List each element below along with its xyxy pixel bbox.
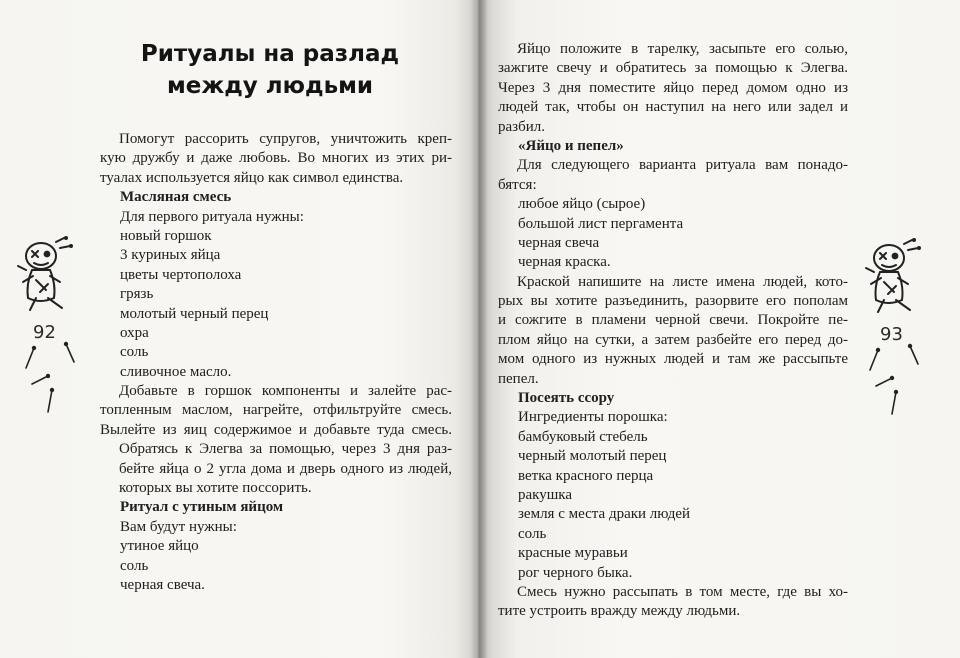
text-line: Смесь нужно рассыпать в том месте, где вы хо-: [517, 583, 848, 600]
text-line: Яйцо положите в тарелку, засыпьте его солью,: [517, 41, 848, 57]
ingredient-item: ракушка: [518, 486, 573, 503]
text-line: которых вы хотите поссорить.: [119, 480, 312, 497]
text-line: бейте яйца о 2 угла дома и дверь одного из людей,: [119, 460, 452, 477]
ingredient-item: соль: [120, 344, 149, 361]
text-line: Для следующего варианта ритуала вам понадо-: [517, 157, 848, 174]
text-line: Краской напишите на листе имена людей, кото-: [517, 273, 848, 290]
page-title: [120, 38, 420, 102]
text-line: кую дружбу и даже любовь. Во многих из этих ри-: [100, 150, 452, 167]
ingredient-item: красные муравьи: [518, 545, 628, 562]
text-line: зажгите свечу и обратитесь за помощью к Элегва.: [498, 60, 848, 77]
text-line: плом яйцо на сутки, а затем разбейте его перед до-: [498, 331, 848, 348]
ingredient-item: большой лист пергамента: [518, 215, 684, 232]
text-line: мом одного из нужных людей и там же рассыпьте: [498, 351, 848, 368]
text-line: Вам будут нужны:: [120, 518, 237, 535]
ingredient-item: молотый черный перец: [120, 305, 269, 322]
left-page: [0, 0, 478, 658]
book-gutter: [470, 0, 488, 658]
ingredient-item: бамбуковый стебель: [518, 428, 648, 445]
text-line: Помогут рассорить супругов, уничтожить креп-: [119, 131, 452, 147]
ingredient-item: соль: [120, 557, 149, 574]
voodoo-doll-icon: [862, 238, 924, 318]
ingredient-item: соль: [518, 525, 547, 542]
section-heading: Масляная смесь: [120, 189, 232, 206]
text-line: топленным маслом, нагрейте, отфильтруйте смесь.: [100, 402, 452, 419]
text-line: Обратясь к Элегва за помощью, через 3 дня раз-: [119, 441, 452, 458]
text-line: и сожгите в пламени черной свечи. Покройте пе-: [498, 312, 848, 329]
ingredient-item: грязь: [120, 286, 154, 303]
pins-icon: [866, 342, 926, 422]
ingredient-item: черная свеча: [518, 234, 600, 251]
page-number: 92: [33, 322, 56, 343]
text-line: разбил.: [498, 118, 545, 135]
ingredient-item: черная краска.: [518, 254, 611, 271]
text-line: туалах используется яйцо как символ единства.: [100, 169, 404, 186]
voodoo-doll-icon: [14, 236, 76, 316]
text-line: Для первого ритуала нужны:: [120, 208, 304, 225]
pins-icon: [22, 340, 82, 420]
ingredient-item: цветы чертополоха: [120, 266, 242, 283]
text-line: бятся:: [498, 176, 537, 193]
text-line: Вылейте из яиц содержимое и добавьте туда смесь.: [100, 421, 452, 438]
ingredient-item: охра: [120, 324, 149, 341]
text-line: людей так, чтобы он наступил на него или задел и: [498, 99, 848, 116]
text-line: пепел.: [498, 370, 539, 387]
page-number: 93: [880, 324, 903, 345]
ingredient-item: любое яйцо (сырое): [518, 196, 646, 213]
ingredient-item: новый горшок: [120, 227, 212, 244]
title-line-2: между людьми: [166, 73, 374, 99]
section-heading: Ритуал с утиным яйцом: [120, 499, 284, 516]
text-line: Добавьте в горшок компоненты и залейте рас-: [119, 383, 452, 400]
text-line: рых вы хотите разъединить, разорвите его пополам: [498, 293, 848, 310]
text-line: Через 3 дня поместите яйцо перед домом одно из: [498, 79, 848, 96]
ingredient-item: рог черного быка.: [518, 564, 633, 581]
left-page-body: [100, 130, 452, 595]
ingredient-item: земля с места драки людей: [518, 506, 691, 523]
ingredient-item: утиное яйцо: [120, 538, 199, 555]
section-heading: «Яйцо и пепел»: [518, 137, 624, 154]
right-page-body: [498, 40, 848, 622]
title-line-1: Ритуалы на разлад: [140, 41, 400, 67]
section-heading: Посеять ссору: [518, 390, 615, 407]
ingredient-item: черная свеча.: [120, 576, 205, 593]
text-line: Ингредиенты порошка:: [518, 409, 668, 426]
ingredient-item: черный молотый перец: [518, 448, 667, 465]
ingredient-item: 3 куриных яйца: [120, 247, 221, 264]
ingredient-item: ветка красного перца: [518, 467, 654, 484]
ingredient-item: сливочное масло.: [120, 363, 232, 380]
text-line: тите устроить вражду между людьми.: [498, 603, 741, 620]
